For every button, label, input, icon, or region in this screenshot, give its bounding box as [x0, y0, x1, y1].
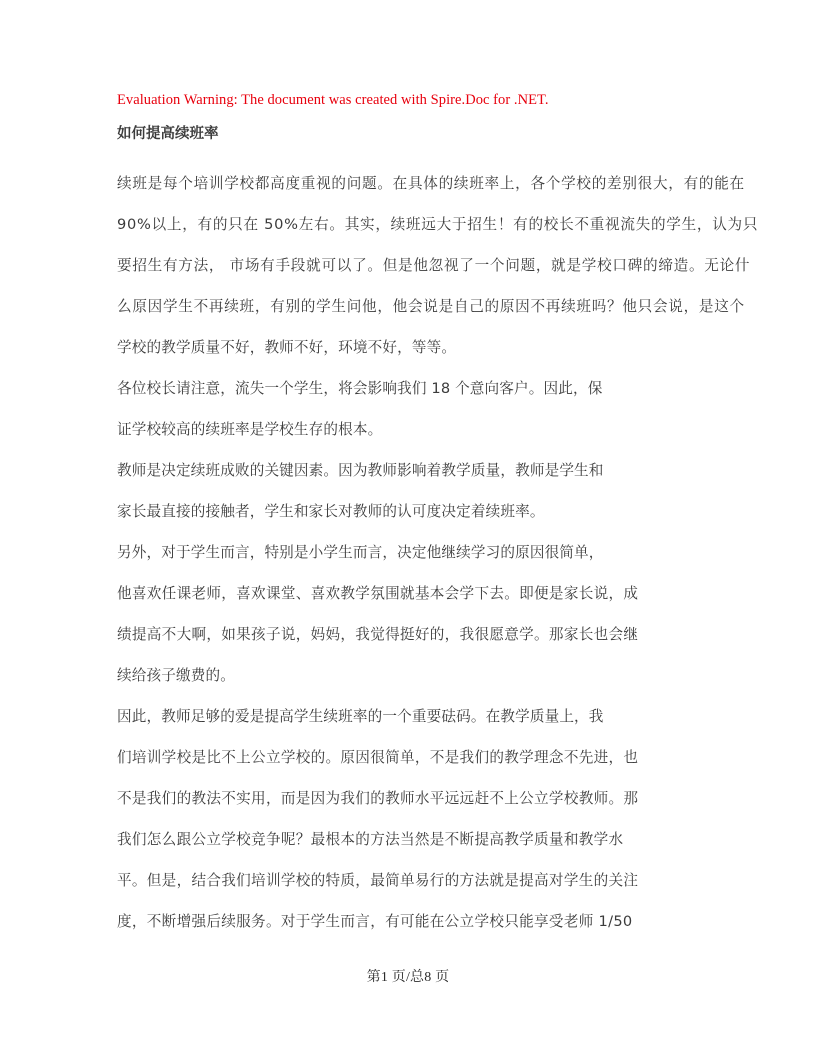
text-line: 们培训学校是比不上公立学校的。原因很简单，不是我们的教学理念不先进，也 [117, 749, 639, 766]
paragraph-4 [117, 532, 702, 696]
text-line: 绩提高不大啊，如果孩子说，妈妈，我觉得挺好的，我很愿意学。那家长也会继 [117, 626, 639, 643]
paragraph-2 [117, 368, 702, 450]
text-line: 教师是决定续班成败的关键因素。因为教师影响着教学质量，教师是学生和 [117, 462, 604, 479]
evaluation-warning-banner: Evaluation Warning: The document was created with Spire.Doc for .NET. [117, 92, 549, 108]
text-line: 要招生有方法， 市场有手段就可以了。但是他忽视了一个问题，就是学校口碑的缔造。无论什 [117, 257, 751, 274]
paragraph-5 [117, 696, 702, 942]
page-number-footer: 第1 页/总8 页 [366, 970, 450, 985]
page-title: 如何提高续班率 [117, 126, 219, 142]
text-line: 证学校较高的续班率是学校生存的根本。 [117, 421, 383, 438]
text-line: 平。但是，结合我们培训学校的特质，最简单易行的方法就是提高对学生的关注 [117, 872, 639, 889]
text-line: 因此，教师足够的爱是提高学生续班率的一个重要砝码。在教学质量上，我 [117, 708, 604, 725]
text-line: 他喜欢任课老师，喜欢课堂、喜欢教学氛围就基本会学下去。即便是家长说，成 [117, 585, 639, 602]
text-line: 度，不断增强后续服务。对于学生而言，有可能在公立学校只能享受老师 1/50 [117, 913, 633, 930]
text-line: 学校的教学质量不好，教师不好，环境不好，等等。 [117, 339, 457, 356]
text-line: 我们怎么跟公立学校竞争呢？最根本的方法当然是不断提高教学质量和教学水 [117, 831, 624, 848]
text-line: 各位校长请注意，流失一个学生，将会影响我们 18 个意向客户。因此，保 [117, 380, 603, 397]
document-body [117, 90, 759, 942]
text-line: 90%以上，有的只在 50%左右。其实，续班远大于招生！有的校长不重视流失的学生，认为只 [117, 216, 759, 233]
text-line: 续班是每个培训学校都高度重视的问题。在具体的续班率上，各个学校的差别很大，有的能在 [117, 175, 745, 192]
text-line: 续给孩子缴费的。 [117, 667, 235, 684]
text-line: 么原因学生不再续班，有别的学生问他，他会说是自己的原因不再续班吗？他只会说，是这个 [117, 298, 745, 315]
paragraph-1 [117, 163, 759, 368]
paragraph-3 [117, 450, 702, 532]
text-line: 不是我们的教法不实用，而是因为我们的教师水平远远赶不上公立学校教师。那 [117, 790, 639, 807]
text-line: 另外，对于学生而言，特别是小学生而言，决定他继续学习的原因很简单， [117, 544, 604, 561]
text-line: 家长最直接的接触者，学生和家长对教师的认可度决定着续班率。 [117, 503, 545, 520]
